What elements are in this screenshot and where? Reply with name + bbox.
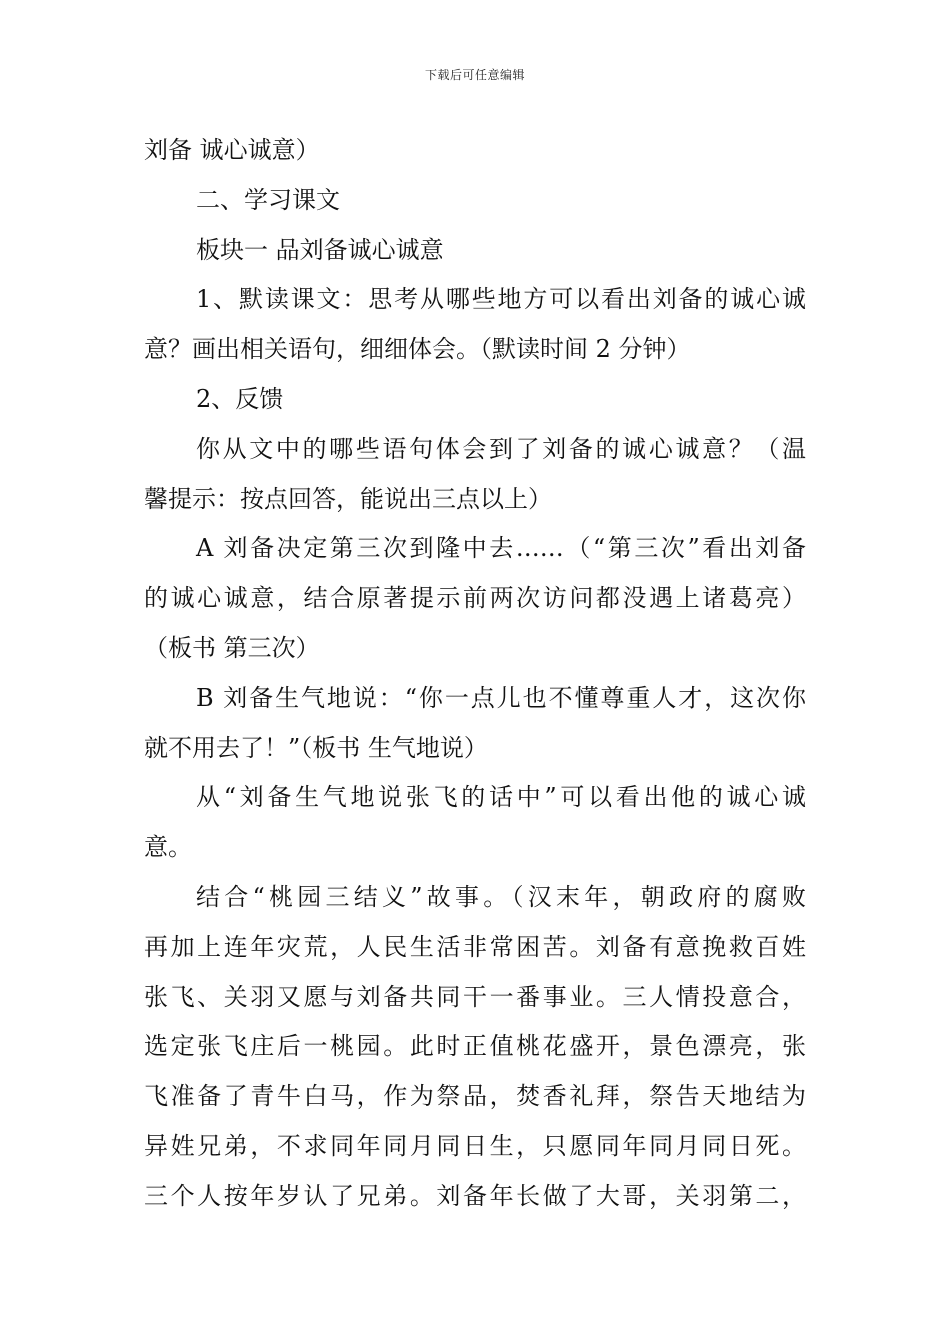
text-line: （板书 第三次） xyxy=(144,633,320,662)
document-body xyxy=(144,126,806,1222)
text-line: B 刘备生气地说：“你一点儿也不懂尊重人才，这次你 xyxy=(196,683,806,712)
text-line: 的诚心诚意，结合原著提示前两次访问都没遇上诸葛亮） xyxy=(144,584,806,613)
text-line: 意。 xyxy=(144,833,192,862)
text-line: 飞准备了青牛白马，作为祭品，焚香礼拜，祭告天地结为 xyxy=(144,1082,806,1111)
text-line: 板块一 品刘备诚心诚意 xyxy=(196,235,444,264)
text-line: 从“刘备生气地说张飞的话中”可以看出他的诚心诚 xyxy=(196,783,806,812)
text-line: 1、默读课文：思考从哪些地方可以看出刘备的诚心诚 xyxy=(196,285,806,314)
text-line: 结合“桃园三结义”故事。（汉末年，朝政府的腐败 xyxy=(196,882,806,911)
text-line: 选定张飞庄后一桃园。此时正值桃花盛开，景色漂亮，张 xyxy=(144,1032,806,1061)
page-header: 下载后可任意编辑 xyxy=(424,68,525,82)
text-line: 异姓兄弟，不求同年同月同日生，只愿同年同月同日死。 xyxy=(144,1131,806,1160)
text-line: 张飞、关羽又愿与刘备共同干一番事业。三人情投意合， xyxy=(144,982,806,1011)
text-line: A 刘备决定第三次到隆中去……（“第三次”看出刘备 xyxy=(196,534,806,563)
text-line: 就不用去了！”（板书 生气地说） xyxy=(144,733,488,762)
text-line: 馨提示：按点回答，能说出三点以上） xyxy=(144,484,552,513)
text-line: 刘备 诚心诚意） xyxy=(144,136,320,164)
text-line: 三个人按年岁认了兄弟。刘备年长做了大哥，关羽第二， xyxy=(144,1181,806,1210)
text-line: 你从文中的哪些语句体会到了刘备的诚心诚意？（温 xyxy=(196,434,806,463)
text-line: 再加上连年灾荒，人民生活非常困苦。刘备有意挽救百姓 xyxy=(144,932,806,961)
text-line: 意？画出相关语句，细细体会。（默读时间 2 分钟） xyxy=(144,335,691,364)
text-line: 二、学习课文 xyxy=(196,185,340,214)
text-line: 2、反馈 xyxy=(196,384,284,413)
